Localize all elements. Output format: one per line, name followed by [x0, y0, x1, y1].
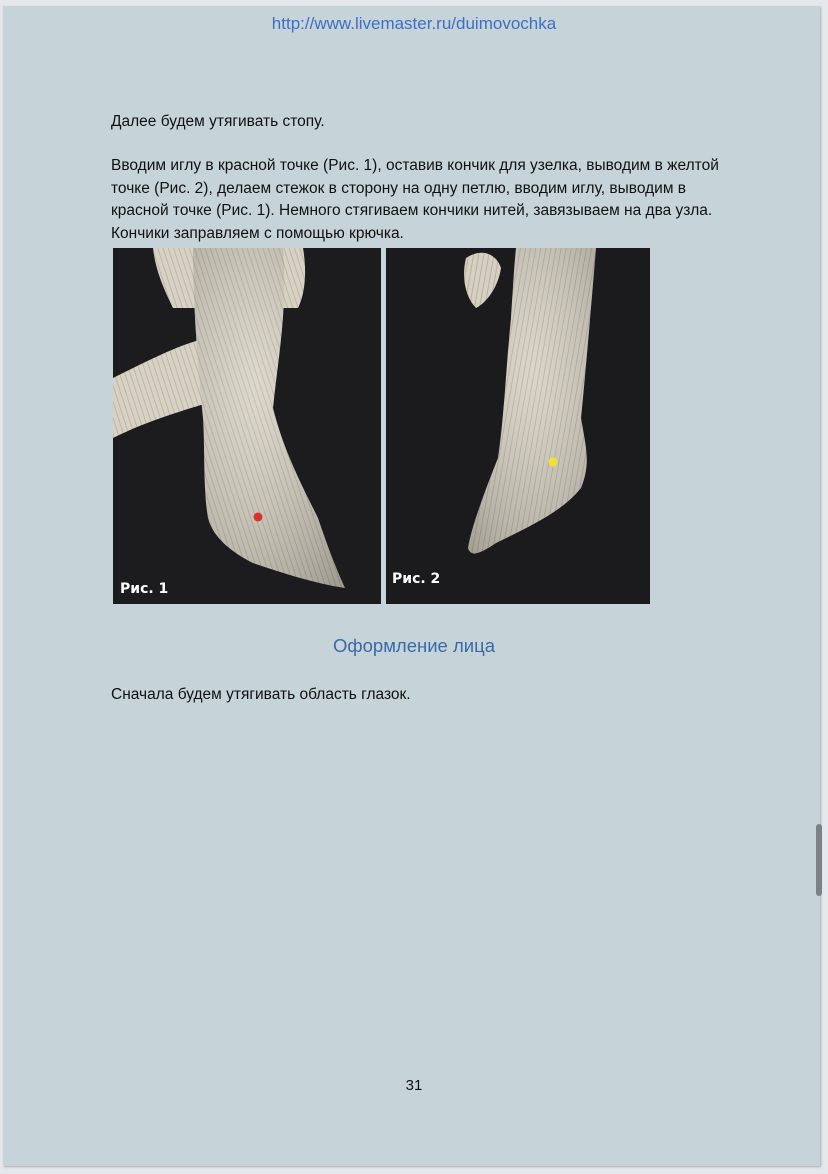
paragraph-eyes: Сначала будем утягивать область глазок. [111, 686, 411, 703]
paragraph-intro: Далее будем утягивать стопу. [111, 113, 325, 130]
figure-1-red-dot [254, 513, 263, 522]
figure-2-yellow-dot [549, 458, 558, 467]
figure-2-photo [386, 248, 650, 604]
section-title: Оформление лица [333, 635, 495, 656]
vertical-scrollbar[interactable] [816, 824, 822, 896]
header-url-link[interactable]: http://www.livemaster.ru/duimovochka [271, 14, 557, 33]
figure-1-photo [113, 248, 381, 604]
page-number: 31 [405, 1077, 423, 1094]
figure-1-label: Рис. 1 [120, 581, 169, 597]
paragraph-instructions: Вводим иглу в красной точке (Рис. 1), оставив кончик для узелка, выводим в желтой точке (Рис. 2), делаем стежок в сторону на одну петлю, вводим иглу, выводим в красной точке (Рис. 1). Немного стягиваем кончики нитей, завязываем на два узла. Кончики заправляем с помощью крючка. [111, 157, 719, 242]
figure-2-label: Рис. 2 [392, 571, 441, 587]
